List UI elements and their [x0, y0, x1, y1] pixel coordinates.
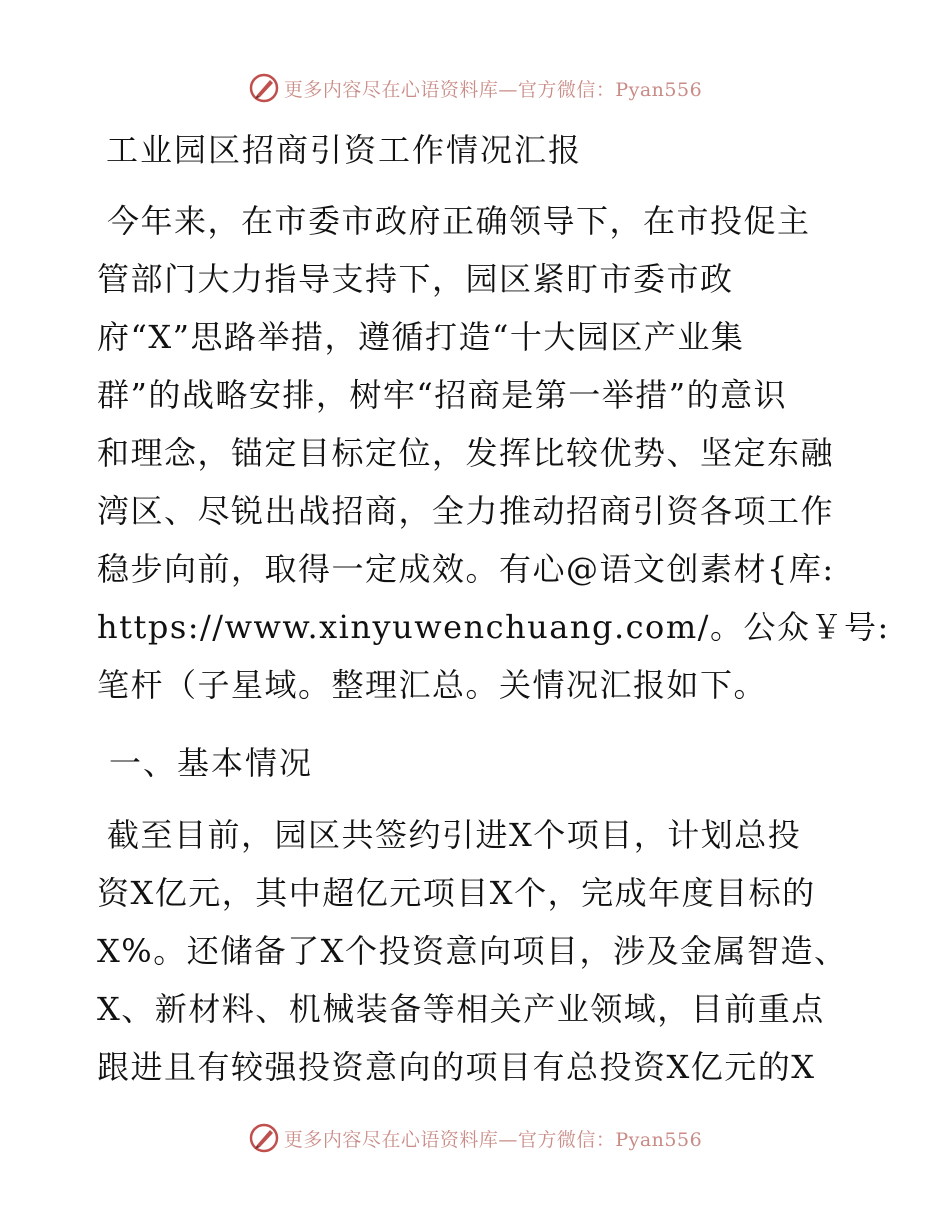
document-title: 工业园区招商引资工作情况汇报 [106, 131, 583, 169]
watermark-text: 更多内容尽在心语资料库—官方微信：Pyan556 [283, 78, 703, 101]
paragraph-line: 群”的战略安排，树牢“招商是第一举措”的意识 [97, 376, 788, 414]
paragraph-line: X%。还储备了X个投资意向项目，涉及金属智造、 [97, 932, 848, 970]
paragraph-line: 府“X”思路举措，遵循打造“十大园区产业集 [97, 318, 745, 356]
header-watermark-banner [0, 72, 950, 104]
paragraph-line: 湾区、尽锐出战招商，全力推动招商引资各项工作 [97, 492, 835, 530]
pen-logo-icon [248, 1122, 280, 1154]
section-heading: 一、基本情况 [109, 744, 314, 782]
paragraph-line: 资X亿元，其中超亿元项目X个，完成年度目标的 [97, 874, 816, 912]
pen-logo-icon [248, 72, 280, 104]
paragraph-line: https://www.xinyuwenchuang.com/。公众￥号: [97, 608, 890, 646]
footer-watermark-banner [0, 1122, 950, 1154]
paragraph-line: 稳步向前，取得一定成效。有心@语文创素材{库: [97, 550, 835, 588]
paragraph-line: 跟进且有较强投资意向的项目有总投资X亿元的X [97, 1048, 816, 1086]
paragraph-line: 管部门大力指导支持下，园区紧盯市委市政 [97, 260, 734, 298]
paragraph-line: 截至目前，园区共签约引进X个项目，计划总投 [107, 816, 802, 854]
watermark-text: 更多内容尽在心语资料库—官方微信：Pyan556 [283, 1128, 703, 1151]
paragraph-line: X、新材料、机械装备等相关产业领域，目前重点 [97, 990, 825, 1028]
section1-paragraph [97, 806, 857, 1096]
paragraph-line: 笔杆（子星域。整理汇总。关情况汇报如下。 [97, 666, 768, 704]
paragraph-line: 和理念，锚定目标定位，发挥比较优势、坚定东融 [97, 434, 835, 472]
paragraph-line: 今年来，在市委市政府正确领导下，在市投促主 [107, 202, 811, 240]
intro-paragraph [97, 192, 890, 714]
